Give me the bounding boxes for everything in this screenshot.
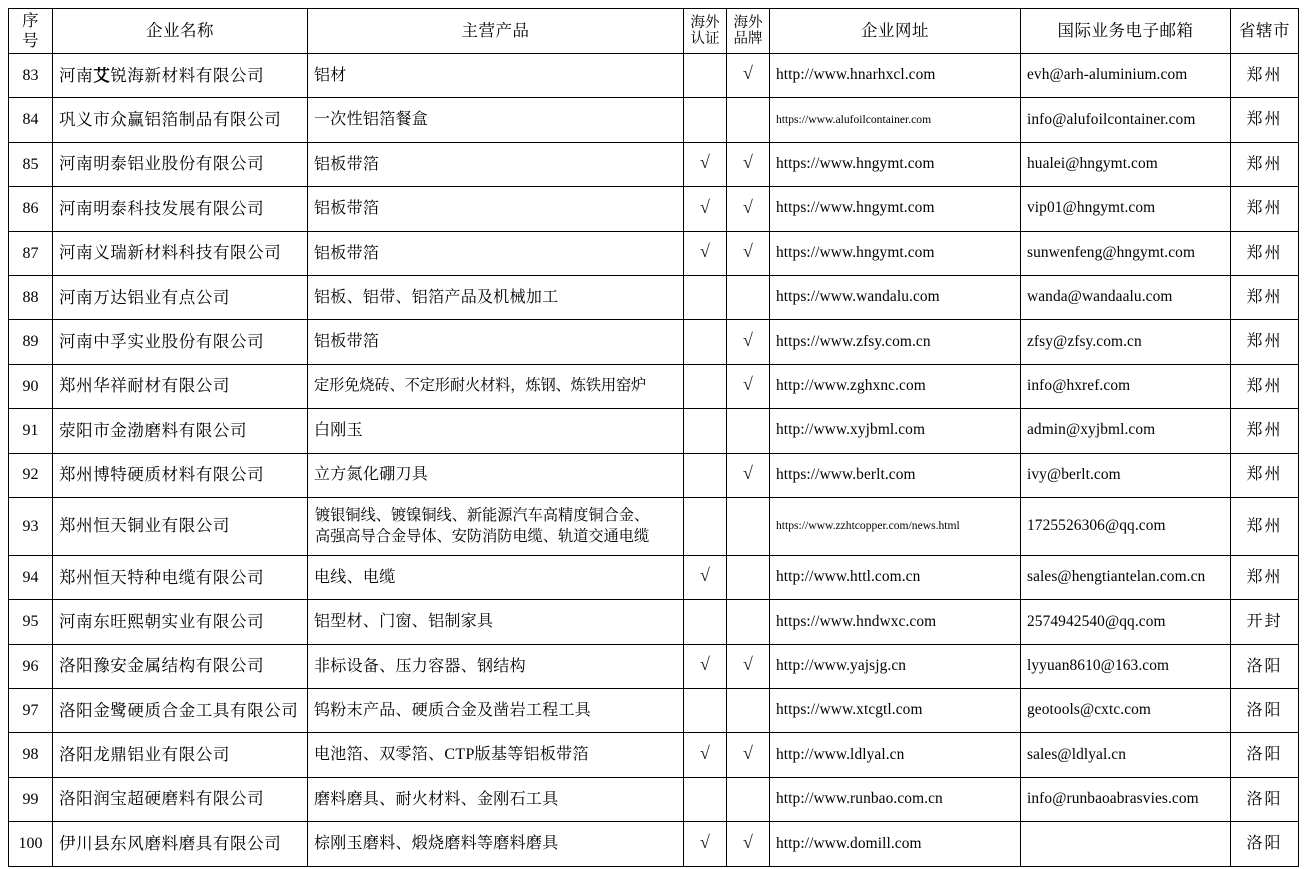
cell-overseas-brand[interactable]	[727, 555, 770, 599]
table-row[interactable]	[9, 320, 1299, 364]
cell-overseas-brand[interactable]	[727, 409, 770, 453]
cell-overseas-brand[interactable]	[727, 275, 770, 319]
cell-company-name: 洛阳金鹭硬质合金工具有限公司	[53, 689, 308, 733]
overseas-certification-check-icon: √	[700, 565, 710, 586]
cell-index: 87	[9, 231, 53, 275]
overseas-brand-check-icon: √	[743, 240, 753, 261]
cell-company-name: 河南东旺熙朝实业有限公司	[53, 600, 308, 644]
cell-index: 88	[9, 275, 53, 319]
cell-overseas-brand[interactable]	[727, 497, 770, 555]
cell-website[interactable]: https://www.hngymt.com	[770, 142, 1021, 186]
cell-overseas-certification[interactable]	[684, 733, 727, 777]
cell-email[interactable]: hualei@hngymt.com	[1021, 142, 1231, 186]
cell-city: 郑州	[1231, 453, 1299, 497]
column-header-main-products-label: 主营产品	[461, 21, 530, 40]
cell-index: 93	[9, 497, 53, 555]
cell-website[interactable]: http://www.hnarhxcl.com	[770, 54, 1021, 98]
column-header-index-label: 序号	[22, 11, 39, 50]
cell-website[interactable]: http://www.yajsjg.cn	[770, 644, 1021, 688]
table-row[interactable]	[9, 689, 1299, 733]
cell-index: 97	[9, 689, 53, 733]
cell-overseas-brand[interactable]	[727, 320, 770, 364]
cell-overseas-brand[interactable]	[727, 644, 770, 688]
cell-index: 89	[9, 320, 53, 364]
cell-index: 91	[9, 409, 53, 453]
table-row[interactable]	[9, 231, 1299, 275]
overseas-certification-check-icon: √	[700, 831, 710, 852]
cell-company-name: 河南明泰科技发展有限公司	[53, 187, 308, 231]
cell-index: 90	[9, 364, 53, 408]
cell-index: 85	[9, 142, 53, 186]
table-body	[9, 54, 1299, 867]
cell-main-products: 电线、电缆	[308, 555, 684, 599]
cell-city: 郑州	[1231, 54, 1299, 98]
cell-website[interactable]: http://www.runbao.com.cn	[770, 777, 1021, 821]
cell-city: 郑州	[1231, 320, 1299, 364]
cell-website[interactable]: https://www.zfsy.com.cn	[770, 320, 1021, 364]
cell-overseas-certification[interactable]	[684, 822, 727, 866]
cell-company-name: 洛阳龙鼎铝业有限公司	[53, 733, 308, 777]
table-row[interactable]	[9, 555, 1299, 599]
cell-overseas-brand[interactable]	[727, 187, 770, 231]
cell-company-name: 郑州恒天铜业有限公司	[53, 497, 308, 555]
overseas-brand-check-icon: √	[743, 462, 753, 483]
cell-company-name: 巩义市众赢铝箔制品有限公司	[53, 98, 308, 142]
table-row[interactable]	[9, 453, 1299, 497]
overseas-brand-check-icon: √	[743, 196, 753, 217]
cell-email[interactable]: vip01@hngymt.com	[1021, 187, 1231, 231]
cell-overseas-brand[interactable]	[727, 600, 770, 644]
table-row[interactable]	[9, 600, 1299, 644]
cell-email[interactable]: sales@ldlyal.cn	[1021, 733, 1231, 777]
cell-overseas-brand[interactable]	[727, 98, 770, 142]
cell-overseas-brand[interactable]	[727, 453, 770, 497]
cell-main-products: 磨料磨具、耐火材料、金刚石工具	[308, 777, 684, 821]
cell-city: 开封	[1231, 600, 1299, 644]
product-line: 镀银铜线、镀镍铜线、新能源汽车高精度铜合金、	[315, 506, 650, 524]
cell-email[interactable]: lyyuan8610@163.com	[1021, 644, 1231, 688]
cell-overseas-brand[interactable]	[727, 364, 770, 408]
table-row[interactable]	[9, 822, 1299, 866]
cell-overseas-certification[interactable]	[684, 600, 727, 644]
cell-company-name: 河南中孚实业股份有限公司	[53, 320, 308, 364]
cell-overseas-certification[interactable]	[684, 497, 727, 555]
cell-email[interactable]: info@runbaoabrasvies.com	[1021, 777, 1231, 821]
table-row[interactable]	[9, 98, 1299, 142]
cell-index: 100	[9, 822, 53, 866]
cell-website[interactable]: https://www.alufoilcontainer.com	[770, 98, 1021, 142]
cell-main-products: 铝型材、门窗、铝制家具	[308, 600, 684, 644]
cell-main-products: 钨粉末产品、硬质合金及凿岩工程工具	[308, 689, 684, 733]
cell-website[interactable]: http://www.ldlyal.cn	[770, 733, 1021, 777]
enterprise-directory-table	[8, 8, 1299, 867]
column-header-website-label: 企业网址	[861, 21, 929, 40]
cell-overseas-certification[interactable]	[684, 275, 727, 319]
cell-company-name: 河南义瑞新材料科技有限公司	[53, 231, 308, 275]
column-header-overseas-certification-line1: 海外	[690, 14, 720, 31]
cell-city: 洛阳	[1231, 733, 1299, 777]
cell-city: 洛阳	[1231, 777, 1299, 821]
cell-city: 郑州	[1231, 497, 1299, 555]
cell-main-products: 一次性铝箔餐盒	[308, 98, 684, 142]
cell-overseas-certification[interactable]	[684, 409, 727, 453]
overseas-certification-check-icon: √	[700, 742, 710, 763]
cell-company-name: 郑州博特硬质材料有限公司	[53, 453, 308, 497]
cell-index: 95	[9, 600, 53, 644]
cell-overseas-brand[interactable]	[727, 142, 770, 186]
column-header-overseas-brand-line1: 海外	[733, 14, 763, 31]
column-header-city	[1231, 9, 1299, 54]
cell-website[interactable]: http://www.xyjbml.com	[770, 409, 1021, 453]
overseas-brand-check-icon: √	[743, 654, 753, 675]
cell-city: 郑州	[1231, 98, 1299, 142]
cell-website[interactable]: https://www.hngymt.com	[770, 231, 1021, 275]
table-row[interactable]	[9, 364, 1299, 408]
cell-email[interactable]: zfsy@zfsy.com.cn	[1021, 320, 1231, 364]
cell-overseas-certification[interactable]	[684, 231, 727, 275]
table-header	[9, 9, 1299, 54]
cell-overseas-brand[interactable]	[727, 231, 770, 275]
cell-overseas-certification[interactable]	[684, 142, 727, 186]
cell-website[interactable]: https://www.berlt.com	[770, 453, 1021, 497]
cell-email[interactable]: info@hxref.com	[1021, 364, 1231, 408]
cell-website[interactable]: https://www.hndwxc.com	[770, 600, 1021, 644]
overseas-certification-check-icon: √	[700, 152, 710, 173]
overseas-brand-check-icon: √	[743, 374, 753, 395]
company-name-emphasis: 艾	[93, 65, 111, 85]
overseas-certification-check-icon: √	[700, 240, 710, 261]
cell-main-products: 铝板、铝带、铝箔产品及机械加工	[308, 275, 684, 319]
table-row[interactable]	[9, 187, 1299, 231]
cell-overseas-certification[interactable]	[684, 98, 727, 142]
cell-email[interactable]: geotools@cxtc.com	[1021, 689, 1231, 733]
column-header-overseas-certification	[684, 9, 727, 54]
cell-overseas-brand[interactable]	[727, 822, 770, 866]
column-header-email-label: 国际业务电子邮箱	[1057, 21, 1194, 40]
table-row[interactable]	[9, 644, 1299, 688]
column-header-overseas-certification-line2: 认证	[690, 31, 720, 47]
cell-index: 98	[9, 733, 53, 777]
column-header-city-label: 省辖市	[1239, 21, 1290, 40]
cell-main-products: 棕刚玉磨料、煅烧磨料等磨料磨具	[308, 822, 684, 866]
cell-company-name: 伊川县东风磨料磨具有限公司	[53, 822, 308, 866]
cell-company-name	[53, 54, 308, 98]
cell-company-name: 河南明泰铝业股份有限公司	[53, 142, 308, 186]
cell-city: 郑州	[1231, 364, 1299, 408]
cell-index: 83	[9, 54, 53, 98]
cell-email[interactable]: info@alufoilcontainer.com	[1021, 98, 1231, 142]
overseas-brand-check-icon: √	[743, 63, 753, 84]
cell-city: 郑州	[1231, 275, 1299, 319]
table-row[interactable]	[9, 142, 1299, 186]
company-name-part: 锐海新材料有限公司	[110, 65, 265, 85]
table-row[interactable]	[9, 497, 1299, 555]
cell-city: 郑州	[1231, 555, 1299, 599]
column-header-website	[770, 9, 1021, 54]
cell-company-name: 郑州华祥耐材有限公司	[53, 364, 308, 408]
cell-email[interactable]: sales@hengtiantelan.com.cn	[1021, 555, 1231, 599]
overseas-brand-check-icon: √	[743, 329, 753, 350]
column-header-index	[9, 9, 53, 54]
cell-overseas-certification[interactable]	[684, 187, 727, 231]
cell-company-name: 洛阳润宝超硬磨料有限公司	[53, 777, 308, 821]
cell-index: 99	[9, 777, 53, 821]
cell-email[interactable]: ivy@berlt.com	[1021, 453, 1231, 497]
cell-website[interactable]: https://www.hngymt.com	[770, 187, 1021, 231]
cell-overseas-certification[interactable]	[684, 320, 727, 364]
cell-main-products: 铝板带箔	[308, 320, 684, 364]
cell-overseas-brand[interactable]	[727, 54, 770, 98]
cell-company-name: 河南万达铝业有点公司	[53, 275, 308, 319]
column-header-email	[1021, 9, 1231, 54]
overseas-brand-check-icon: √	[743, 831, 753, 852]
cell-main-products: 立方氮化硼刀具	[308, 453, 684, 497]
table-row[interactable]	[9, 54, 1299, 98]
cell-overseas-certification[interactable]	[684, 555, 727, 599]
column-header-main-products	[308, 9, 684, 54]
cell-email[interactable]: wanda@wandaalu.com	[1021, 275, 1231, 319]
column-header-overseas-brand	[727, 9, 770, 54]
cell-overseas-brand[interactable]	[727, 733, 770, 777]
cell-index: 96	[9, 644, 53, 688]
cell-main-products: 白刚玉	[308, 409, 684, 453]
table-row[interactable]	[9, 733, 1299, 777]
product-line: 高强高导合金导体、安防消防电缆、轨道交通电缆	[315, 528, 650, 546]
cell-main-products: 电池箔、双零箔、CTP版基等铝板带箔	[308, 733, 684, 777]
cell-website[interactable]: https://www.zzhtcopper.com/news.html	[770, 497, 1021, 555]
cell-city: 郑州	[1231, 231, 1299, 275]
cell-email[interactable]: admin@xyjbml.com	[1021, 409, 1231, 453]
column-header-company-name-label: 企业名称	[146, 21, 214, 40]
cell-email[interactable]	[1021, 822, 1231, 866]
cell-overseas-brand[interactable]	[727, 777, 770, 821]
cell-city: 郑州	[1231, 187, 1299, 231]
cell-city: 郑州	[1231, 142, 1299, 186]
cell-overseas-brand[interactable]	[727, 689, 770, 733]
cell-main-products: 定形免烧砖、不定形耐火材料，炼钢、炼铁用窑炉	[308, 364, 684, 408]
cell-email[interactable]: sunwenfeng@hngymt.com	[1021, 231, 1231, 275]
cell-company-name: 郑州恒天特种电缆有限公司	[53, 555, 308, 599]
table-row[interactable]	[9, 275, 1299, 319]
header-row	[9, 9, 1299, 54]
cell-main-products: 铝板带箔	[308, 142, 684, 186]
table-row[interactable]	[9, 777, 1299, 821]
cell-email[interactable]: 2574942540@qq.com	[1021, 600, 1231, 644]
cell-index: 94	[9, 555, 53, 599]
cell-overseas-certification[interactable]	[684, 54, 727, 98]
overseas-certification-check-icon: √	[700, 654, 710, 675]
overseas-brand-check-icon: √	[743, 742, 753, 763]
cell-company-name: 荥阳市金渤磨料有限公司	[53, 409, 308, 453]
cell-overseas-certification[interactable]	[684, 453, 727, 497]
cell-city: 郑州	[1231, 409, 1299, 453]
cell-main-products: 铝板带箔	[308, 187, 684, 231]
cell-city: 洛阳	[1231, 689, 1299, 733]
cell-overseas-certification[interactable]	[684, 644, 727, 688]
cell-company-name: 洛阳豫安金属结构有限公司	[53, 644, 308, 688]
cell-main-products: 铝板带箔	[308, 231, 684, 275]
cell-website[interactable]: http://www.zghxnc.com	[770, 364, 1021, 408]
cell-website[interactable]: http://www.domill.com	[770, 822, 1021, 866]
cell-city: 洛阳	[1231, 822, 1299, 866]
overseas-brand-check-icon: √	[743, 152, 753, 173]
company-name-part: 河南	[59, 65, 94, 85]
column-header-company-name	[53, 9, 308, 54]
cell-overseas-certification[interactable]	[684, 364, 727, 408]
table-row[interactable]	[9, 409, 1299, 453]
cell-index: 84	[9, 98, 53, 142]
cell-main-products: 铝材	[308, 54, 684, 98]
cell-index: 92	[9, 453, 53, 497]
cell-main-products	[308, 497, 684, 555]
cell-main-products: 非标设备、压力容器、钢结构	[308, 644, 684, 688]
cell-website[interactable]: http://www.httl.com.cn	[770, 555, 1021, 599]
cell-city: 洛阳	[1231, 644, 1299, 688]
cell-overseas-certification[interactable]	[684, 777, 727, 821]
column-header-overseas-brand-line2: 品牌	[733, 31, 763, 47]
cell-email[interactable]: 1725526306@qq.com	[1021, 497, 1231, 555]
cell-website[interactable]: https://www.xtcgtl.com	[770, 689, 1021, 733]
cell-website[interactable]: https://www.wandalu.com	[770, 275, 1021, 319]
cell-overseas-certification[interactable]	[684, 689, 727, 733]
overseas-certification-check-icon: √	[700, 196, 710, 217]
cell-email[interactable]: evh@arh-aluminium.com	[1021, 54, 1231, 98]
cell-index: 86	[9, 187, 53, 231]
